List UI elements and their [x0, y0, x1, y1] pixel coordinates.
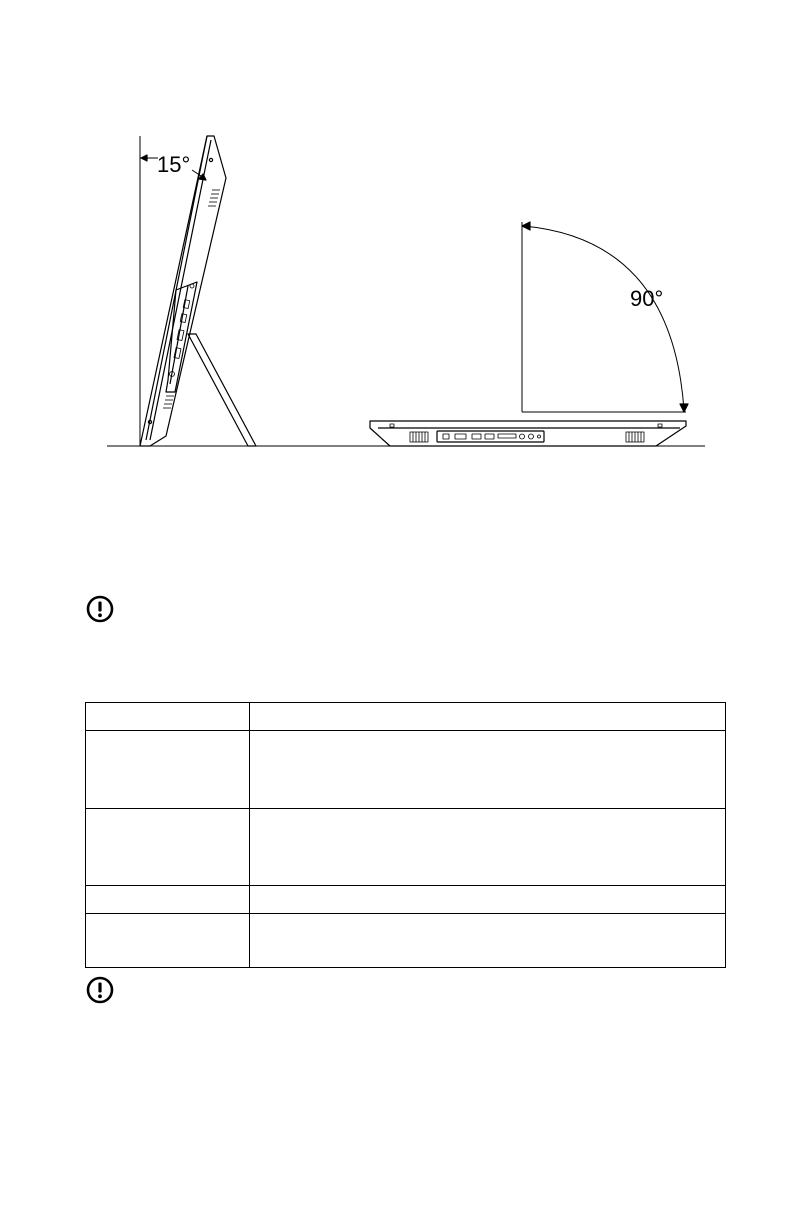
table-cell-label — [86, 886, 250, 914]
table-cell-value — [250, 703, 726, 731]
monitor-angle-illustration — [0, 0, 794, 470]
tilt-angle-label: 15° — [157, 152, 191, 177]
table-cell-value — [250, 731, 726, 809]
table-cell-label — [86, 914, 250, 968]
table-cell-label — [86, 809, 250, 886]
table-cell-value — [250, 809, 726, 886]
table-cell-value — [250, 886, 726, 914]
table-row — [86, 886, 726, 914]
table-cell-label — [86, 731, 250, 809]
flat-angle-label: 90° — [630, 286, 664, 311]
attention-icon — [85, 975, 115, 1005]
table-row — [86, 809, 726, 886]
table-cell-value — [250, 914, 726, 968]
table-row — [86, 914, 726, 968]
table-row — [86, 703, 726, 731]
table-cell-label — [86, 703, 250, 731]
table-row — [86, 731, 726, 809]
spec-table — [85, 702, 726, 968]
attention-icon — [85, 594, 115, 624]
